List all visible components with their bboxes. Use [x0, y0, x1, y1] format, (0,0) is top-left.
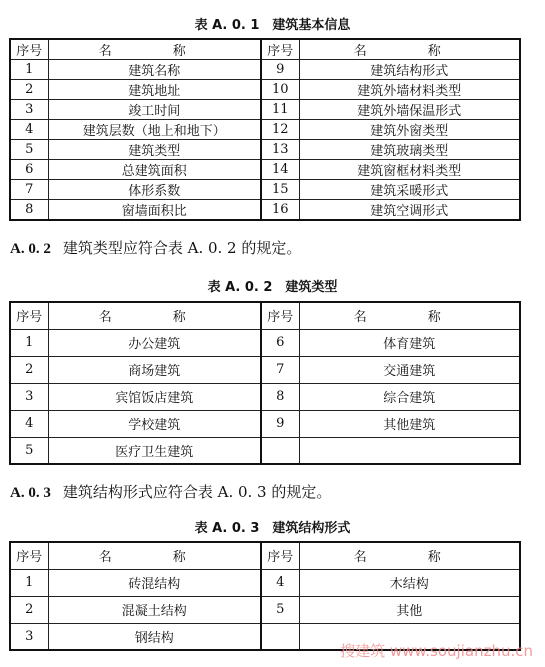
table-building-basic-info — [9, 38, 521, 221]
header-name: 名 称 — [48, 302, 261, 329]
table-caption-a02: 表 A. 0. 2 建筑类型 — [207, 280, 338, 295]
row-name: 建筑外墙保温形式 — [299, 100, 520, 120]
clause-number: A. 0. 2 — [10, 241, 51, 257]
header-seq: 序号 — [10, 302, 48, 329]
row-seq: 14 — [261, 160, 299, 180]
row-seq — [261, 437, 299, 464]
clause-a03 — [10, 481, 331, 502]
row-seq: 3 — [10, 383, 48, 410]
row-seq: 4 — [261, 569, 299, 596]
header-seq: 序号 — [261, 542, 299, 569]
row-seq: 8 — [10, 200, 48, 221]
row-seq: 7 — [261, 356, 299, 383]
table-header-row — [10, 542, 520, 569]
row-seq: 10 — [261, 80, 299, 100]
header-seq: 序号 — [10, 542, 48, 569]
row-name: 交通建筑 — [299, 356, 520, 383]
table-row — [10, 329, 520, 356]
row-name: 建筑玻璃类型 — [299, 140, 520, 160]
row-seq: 8 — [261, 383, 299, 410]
row-name: 建筑地址 — [48, 80, 261, 100]
table-row — [10, 80, 520, 100]
clause-number: A. 0. 3 — [10, 485, 51, 501]
row-seq: 3 — [10, 100, 48, 120]
table-row — [10, 140, 520, 160]
clause-a02 — [10, 237, 301, 258]
row-seq: 5 — [10, 140, 48, 160]
row-name: 建筑结构形式 — [299, 60, 520, 80]
table-row — [10, 569, 520, 596]
table-row — [10, 383, 520, 410]
table-caption-a03: 表 A. 0. 3 建筑结构形式 — [194, 521, 351, 536]
row-seq: 1 — [10, 569, 48, 596]
table-row — [10, 437, 520, 464]
row-seq: 1 — [10, 329, 48, 356]
row-seq: 16 — [261, 200, 299, 221]
header-seq: 序号 — [261, 302, 299, 329]
header-name: 名 称 — [299, 542, 520, 569]
row-seq: 6 — [261, 329, 299, 356]
row-seq: 2 — [10, 596, 48, 623]
row-name: 竣工时间 — [48, 100, 261, 120]
table-row — [10, 356, 520, 383]
table-header-row — [10, 39, 520, 60]
row-name: 建筑层数（地上和地下） — [48, 120, 261, 140]
table-building-types — [9, 301, 521, 465]
row-seq — [261, 623, 299, 650]
row-name: 窗墙面积比 — [48, 200, 261, 221]
row-name: 建筑名称 — [48, 60, 261, 80]
table-row — [10, 596, 520, 623]
row-seq: 9 — [261, 60, 299, 80]
row-name: 其他建筑 — [299, 410, 520, 437]
row-seq: 2 — [10, 356, 48, 383]
row-name: 砖混结构 — [48, 569, 261, 596]
table-row — [10, 100, 520, 120]
row-name: 商场建筑 — [48, 356, 261, 383]
header-name: 名 称 — [48, 39, 261, 60]
row-name: 学校建筑 — [48, 410, 261, 437]
row-seq: 11 — [261, 100, 299, 120]
row-seq: 5 — [10, 437, 48, 464]
table-row — [10, 120, 520, 140]
row-name: 医疗卫生建筑 — [48, 437, 261, 464]
table-caption-a01: 表 A. 0. 1 建筑基本信息 — [194, 18, 351, 33]
row-name: 木结构 — [299, 569, 520, 596]
header-seq: 序号 — [261, 39, 299, 60]
row-name: 建筑窗框材料类型 — [299, 160, 520, 180]
row-seq: 15 — [261, 180, 299, 200]
table-header-row — [10, 302, 520, 329]
row-name: 体育建筑 — [299, 329, 520, 356]
clause-text: 建筑类型应符合表 A. 0. 2 的规定。 — [62, 239, 302, 257]
header-name: 名 称 — [299, 39, 520, 60]
row-name: 建筑外墙材料类型 — [299, 80, 520, 100]
table-structure-types — [9, 541, 521, 651]
row-name: 体形系数 — [48, 180, 261, 200]
row-name: 综合建筑 — [299, 383, 520, 410]
header-name: 名 称 — [48, 542, 261, 569]
row-seq: 5 — [261, 596, 299, 623]
row-name: 其他 — [299, 596, 520, 623]
header-name: 名 称 — [299, 302, 520, 329]
row-seq: 4 — [10, 410, 48, 437]
table-row — [10, 200, 520, 221]
row-name: 钢结构 — [48, 623, 261, 650]
row-seq: 3 — [10, 623, 48, 650]
row-seq: 7 — [10, 180, 48, 200]
row-name: 建筑采暖形式 — [299, 180, 520, 200]
row-name: 总建筑面积 — [48, 160, 261, 180]
row-name: 办公建筑 — [48, 329, 261, 356]
row-name: 建筑空调形式 — [299, 200, 520, 221]
row-seq: 13 — [261, 140, 299, 160]
site-watermark: 搜建筑 www.soujianzhu.cn — [340, 642, 533, 660]
row-seq: 1 — [10, 60, 48, 80]
table-row — [10, 410, 520, 437]
table-row — [10, 160, 520, 180]
table-row — [10, 60, 520, 80]
row-seq: 4 — [10, 120, 48, 140]
row-name — [299, 437, 520, 464]
table-row — [10, 180, 520, 200]
row-seq: 2 — [10, 80, 48, 100]
row-seq: 6 — [10, 160, 48, 180]
row-name: 建筑类型 — [48, 140, 261, 160]
row-name: 宾馆饭店建筑 — [48, 383, 261, 410]
row-seq: 12 — [261, 120, 299, 140]
row-seq: 9 — [261, 410, 299, 437]
header-seq: 序号 — [10, 39, 48, 60]
row-name: 混凝土结构 — [48, 596, 261, 623]
row-name: 建筑外窗类型 — [299, 120, 520, 140]
clause-text: 建筑结构形式应符合表 A. 0. 3 的规定。 — [62, 483, 332, 501]
